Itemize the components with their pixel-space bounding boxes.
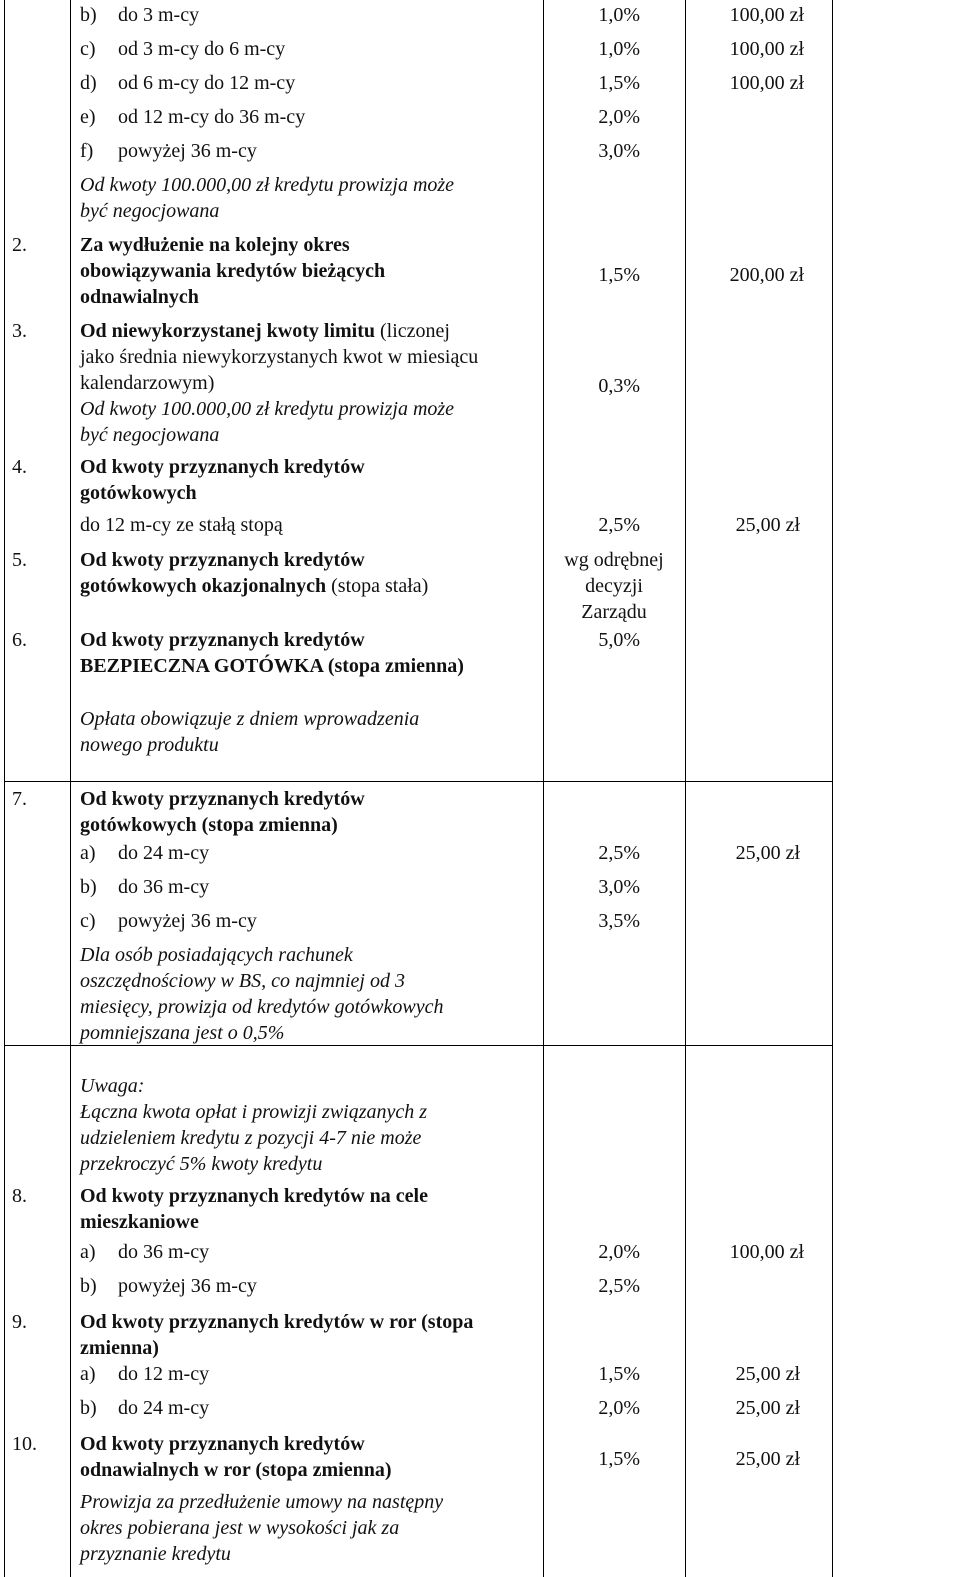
section-title: odnawialnych w ror (stopa zmienna)	[80, 1459, 392, 1481]
section-title	[80, 573, 428, 599]
table-col1-border	[70, 0, 71, 1577]
rate-value: 2,5%	[598, 514, 640, 536]
note-line: okres pobierana jest w wysokości jak za	[80, 1517, 400, 1539]
table-left-border	[4, 0, 5, 1577]
item-text: do 3 m-cy	[118, 4, 200, 26]
fee-value: 100,00 zł	[729, 72, 804, 94]
rate-value: 1,0%	[598, 4, 640, 26]
rate-value: 1,5%	[598, 1448, 640, 1470]
section-title: Od kwoty przyznanych kredytów na cele	[80, 1185, 428, 1207]
fee-value: 200,00 zł	[729, 264, 804, 286]
section-number: 9.	[12, 1311, 27, 1333]
rate-value: 1,5%	[598, 1363, 640, 1385]
rate-text: wg odrębnej	[564, 549, 664, 571]
rate-value: 2,0%	[598, 1241, 640, 1263]
item-text: od 12 m-cy do 36 m-cy	[118, 106, 306, 128]
item-label: b)	[80, 876, 97, 898]
note-line: Od kwoty 100.000,00 zł kredytu prowizja może	[80, 174, 455, 196]
section-title: Od kwoty przyznanych kredytów	[80, 788, 365, 810]
section-title: Od kwoty przyznanych kredytów	[80, 456, 365, 478]
section-title: gotówkowych	[80, 482, 197, 504]
section-title: zmienna)	[80, 1337, 159, 1359]
item-text: do 12 m-cy	[118, 1363, 210, 1385]
rate-value: 2,0%	[598, 106, 640, 128]
section-title-rest: (stopa stała)	[331, 575, 429, 597]
item-text: powyżej 36 m-cy	[118, 910, 257, 932]
section-number: 7.	[12, 788, 27, 810]
fee-value: 25,00 zł	[735, 514, 800, 536]
rate-value: 1,0%	[598, 38, 640, 60]
note-line: Od kwoty 100.000,00 zł kredytu prowizja może	[80, 398, 455, 420]
section-title-rest: (liczonej	[380, 320, 450, 342]
rate-value: 3,0%	[598, 876, 640, 898]
section-text: jako średnia niewykorzystanych kwot w miesiącu	[80, 346, 479, 368]
item-text: do 36 m-cy	[118, 876, 210, 898]
section-title: obowiązywania kredytów bieżących	[80, 260, 386, 282]
note-line: przekroczyć 5% kwoty kredytu	[80, 1153, 323, 1175]
item-label: a)	[80, 1241, 96, 1263]
section-title: gotówkowych (stopa zmienna)	[80, 814, 338, 836]
item-label: e)	[80, 106, 96, 128]
fee-value: 25,00 zł	[735, 1363, 800, 1385]
note-line: pomniejszana jest o 0,5%	[80, 1022, 285, 1044]
item-label: b)	[80, 1275, 97, 1297]
section-title: Od kwoty przyznanych kredytów w ror (stopa	[80, 1311, 474, 1333]
item-text: do 12 m-cy ze stałą stopą	[80, 514, 283, 536]
item-label: c)	[80, 38, 96, 60]
item-label: c)	[80, 910, 96, 932]
section-number: 6.	[12, 629, 27, 651]
rate-value: 1,5%	[598, 264, 640, 286]
section-title	[80, 318, 450, 344]
section-title-bold: gotówkowych okazjonalnych	[80, 575, 327, 597]
note-line: być negocjowana	[80, 424, 220, 446]
section-title: BEZPIECZNA GOTÓWKA (stopa zmienna)	[80, 655, 464, 677]
rate-value: 2,0%	[598, 1397, 640, 1419]
row-divider	[4, 781, 832, 782]
section-title: Od kwoty przyznanych kredytów	[80, 1433, 365, 1455]
section-title: Od kwoty przyznanych kredytów	[80, 549, 365, 571]
rate-value: 3,0%	[598, 140, 640, 162]
fee-value: 100,00 zł	[729, 4, 804, 26]
fee-value: 25,00 zł	[735, 1448, 800, 1470]
note-line: oszczędnościowy w BS, co najmniej od 3	[80, 970, 405, 992]
item-label: d)	[80, 72, 97, 94]
rate-value: 1,5%	[598, 72, 640, 94]
note-line: być negocjowana	[80, 200, 220, 222]
item-text: od 6 m-cy do 12 m-cy	[118, 72, 296, 94]
rate-text: Zarządu	[581, 601, 647, 623]
section-title: Za wydłużenie na kolejny okres	[80, 234, 350, 256]
fee-value: 100,00 zł	[729, 1241, 804, 1263]
note-line: Opłata obowiązuje z dniem wprowadzenia	[80, 708, 420, 730]
section-number: 4.	[12, 456, 27, 478]
rate-value: 2,5%	[598, 842, 640, 864]
item-text: powyżej 36 m-cy	[118, 1275, 257, 1297]
note-heading: Uwaga:	[80, 1075, 145, 1097]
table-col3-border	[685, 0, 686, 1577]
note-line: Prowizja za przedłużenie umowy na następny	[80, 1491, 444, 1513]
item-text: do 24 m-cy	[118, 1397, 210, 1419]
rate-value: 3,5%	[598, 910, 640, 932]
note-line: udzieleniem kredytu z pozycji 4-7 nie może	[80, 1127, 422, 1149]
section-text: kalendarzowym)	[80, 372, 215, 394]
section-title-bold: Od niewykorzystanej kwoty limitu	[80, 320, 375, 342]
section-number: 8.	[12, 1185, 27, 1207]
item-label: b)	[80, 4, 97, 26]
fee-value: 25,00 zł	[735, 842, 800, 864]
item-label: f)	[80, 140, 94, 162]
fee-value: 25,00 zł	[735, 1397, 800, 1419]
note-line: nowego produktu	[80, 734, 219, 756]
rate-value: 5,0%	[598, 629, 640, 651]
rate-value: 2,5%	[598, 1275, 640, 1297]
item-text: do 36 m-cy	[118, 1241, 210, 1263]
table-col2-border	[543, 0, 544, 1577]
section-number: 3.	[12, 320, 27, 342]
note-line: Dla osób posiadających rachunek	[80, 944, 353, 966]
rate-value: 0,3%	[598, 375, 640, 397]
section-number: 5.	[12, 549, 27, 571]
item-label: a)	[80, 842, 96, 864]
table-col4-border	[832, 0, 833, 1577]
section-title: odnawialnych	[80, 286, 199, 308]
section-number: 2.	[12, 234, 27, 256]
fee-value: 100,00 zł	[729, 38, 804, 60]
item-text: do 24 m-cy	[118, 842, 210, 864]
item-label: b)	[80, 1397, 97, 1419]
section-number: 10.	[12, 1433, 37, 1455]
section-title: mieszkaniowe	[80, 1211, 199, 1233]
rate-text: decyzji	[585, 575, 643, 597]
item-label: a)	[80, 1363, 96, 1385]
note-line: Łączna kwota opłat i prowizji związanych z	[80, 1101, 428, 1123]
note-line: miesięcy, prowizja od kredytów gotówkowych	[80, 996, 444, 1018]
section-title: Od kwoty przyznanych kredytów	[80, 629, 365, 651]
item-text: powyżej 36 m-cy	[118, 140, 257, 162]
item-text: od 3 m-cy do 6 m-cy	[118, 38, 286, 60]
note-line: przyznanie kredytu	[80, 1543, 231, 1565]
